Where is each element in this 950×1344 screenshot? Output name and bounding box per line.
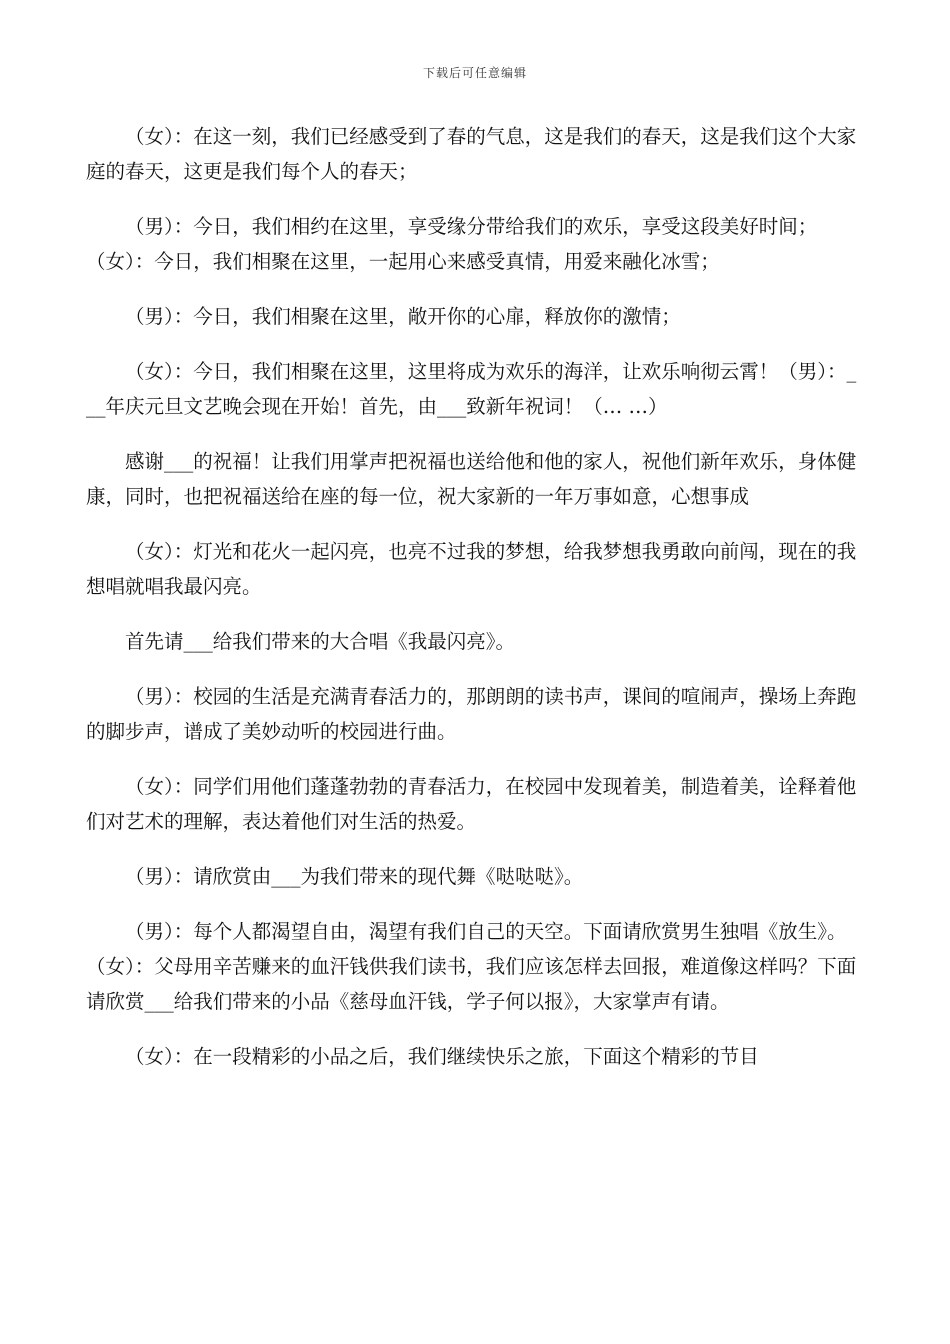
paragraph: （女）：灯光和花火一起闪亮，也亮不过我的梦想，给我梦想我勇敢向前闯，现在的我想唱就唱我最闪亮。 xyxy=(86,540,857,598)
paragraph: （男）：校园的生活是充满青春活力的，那朗朗的读书声，课间的喧闹声，操场上奔跑的脚步声，谱成了美妙动听的校园进行曲。 xyxy=(86,685,857,743)
paragraph: （男）：每个人都渴望自由，渴望有我们自己的天空。下面请欣赏男生独唱《放生》。（女）：父母用辛苦赚来的血汗钱供我们读书，我们应该怎样去回报，难道像这样吗？下面请欣赏___给我们带来的小品《慈母血汗钱，学子何以报》，大家掌声有请。 xyxy=(86,920,857,1013)
paragraph: （女）：今日，我们相聚在这里，这里将成为欢乐的海洋，让欢乐响彻云霄！（男）：___年庆元旦文艺晚会现在开始！首先，由___致新年祝词！（… …） xyxy=(86,360,857,418)
paragraph: （男）：请欣赏由___为我们带来的现代舞《哒哒哒》。 xyxy=(125,865,584,888)
paragraph: （男）：今日，我们相约在这里，享受缘分带给我们的欢乐，享受这段美好时间；（女）：今日，我们相聚在这里，一起用心来感受真情，用爱来融化冰雪； xyxy=(86,215,818,273)
paragraph: 首先请___给我们带来的大合唱《我最闪亮》。 xyxy=(125,630,516,653)
paragraph: （女）：在一段精彩的小品之后，我们继续快乐之旅，下面这个精彩的节目 xyxy=(125,1045,759,1068)
paragraph: （女）：在这一刻，我们已经感受到了春的气息，这是我们的春天，这是我们这个大家庭的春天，这更是我们每个人的春天； xyxy=(86,125,857,183)
document-body xyxy=(86,119,864,1094)
page-header: 下载后可任意编辑 xyxy=(422,66,527,80)
paragraph: （男）：今日，我们相聚在这里，敞开你的心扉，释放你的激情； xyxy=(125,305,681,328)
paragraph: （女）：同学们用他们蓬蓬勃勃的青春活力，在校园中发现着美，制造着美，诠释着他们对艺术的理解，表达着他们对生活的热爱。 xyxy=(86,775,857,833)
paragraph: 感谢___的祝福！让我们用掌声把祝福也送给他和他的家人，祝他们新年欢乐，身体健康，同时，也把祝福送给在座的每一位，祝大家新的一年万事如意，心想事成 xyxy=(86,450,857,508)
